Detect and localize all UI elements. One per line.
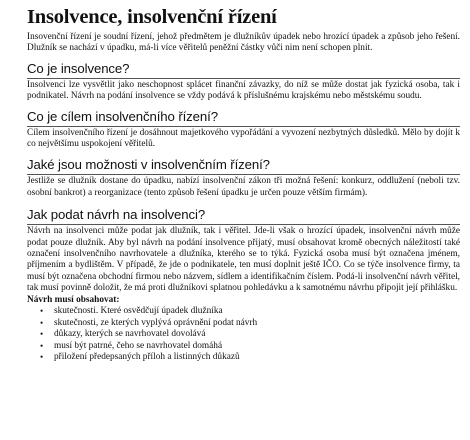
list-item [40,340,460,353]
section-how-to-file [27,207,460,364]
section-options [27,157,460,199]
section-goal [27,109,460,151]
section-heading: Jaké jsou možnosti v insolvenčním řízení? [27,157,460,175]
bullet-icon: • [40,306,44,317]
section-text: Jestliže se dlužník dostane do úpadku, nabízí insolvenční zákon tři možná řešení: konkurz, oddlužení (neboli tzv. osobní bankrot) a reorganizace (tento způsob řešení úpadku je určen pouze větším firmám). [27,176,460,198]
intro-paragraph: Insovenční řízení je soudní řízení, jehož předmětem je dlužníkův úpadek nebo hrozící úpadek a způsob jeho řešení. Dlužník se nachází v úpadku, má-li více věřitelů peněžní částky vůči nim není schopen plnit. [27,32,460,54]
bullet-icon: • [40,329,44,340]
list-item-text: musí být patrné, čeho se navrhovatel domáhá [54,340,223,351]
list-item-text: skutečnosti, ze kterých vyplývá oprávnění podat návrh [54,317,258,328]
section-heading: Co je insolvence? [27,61,460,79]
document-title: Insolvence, insolvenční řízení [27,6,277,28]
bullet-icon: • [40,317,44,328]
list-item [40,317,460,330]
section-heading: Jak podat návrh na insolvenci? [27,207,460,225]
section-what-is-insolvence [27,61,460,103]
list-item [40,329,460,341]
list-item-text: důkazy, kterých se navrhovatel dovolává [54,329,206,340]
section-text: Insolvenci lze vysvětlit jako neschopnost splácet finanční závazky, do níž se může dostat jak fyzická osoba, tak i podnikatel. Návrh na podání insolvence se vždy podává k příslušnému krajskému nebo městskému soudu. [27,79,460,102]
section-text: Cílem insolvenčního řízení je dosáhnout majetkového vypořádání a vyvození nezbytných důsledků. Mělo by dojít k co největšímu uspokojení věřitelů. [27,127,460,150]
list-item-text: přiložení předepsaných příloh a listinných důkazů [54,352,240,363]
bullet-icon: • [40,352,44,363]
section-text: Návrh na insolvenci může podat jak dlužník, tak i věřitel. Jde-li však o hrozící úpadek, insolvenční návrh může podat pouze dlužník. Aby byl návrh na podání insolvence přijatý, musí obsahovat kromě obecných náležitostí také označení insolvenčního navrhovatele a dlužníka, kterého se to týká. Fyzická osoba musí být označena jménem, příjmením a bydlištěm. V případě, že jde o podnikatele, ten musí doplnit ještě IČO. Co se týče insolvence firmy, ta musí být označena obchodní firmou nebo názvem, sídlem a identifikačním číslem. Podá-li insolvenční návrh věřitel, tak musí povinně doložit, že má proti dlužníkovi splatnou pohledávku a k samotnému návrhu připojit její přihlášku. [27,226,460,294]
section-heading: Co je cílem insolvenčního řízení? [27,109,460,127]
list-item-text: skutečnosti. Které osvědčují úpadek dlužníka [54,306,223,317]
list-item [40,306,460,318]
bullet-icon: • [40,340,44,351]
requirements-list [27,306,460,364]
requirements-label: Návrh musí obsahovat: [27,294,120,305]
list-item [40,352,460,364]
